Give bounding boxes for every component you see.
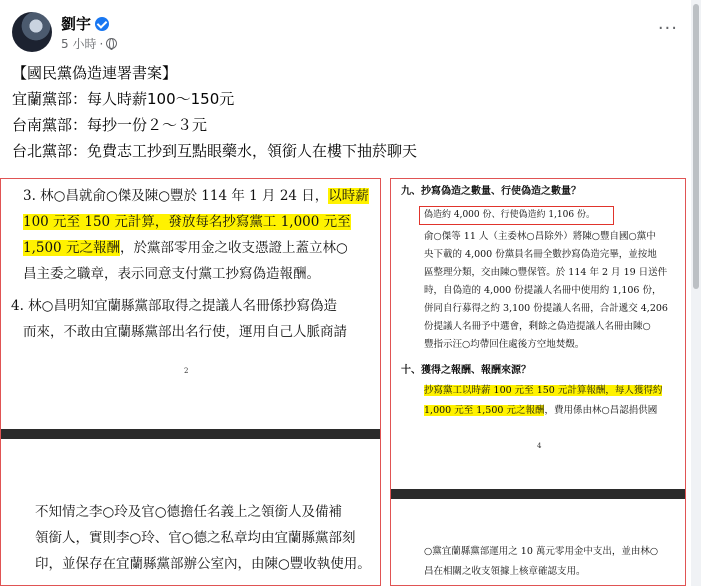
doc-right-heading-10: 十、獲得之報酬、報酬來源？	[401, 365, 531, 376]
doc-right-boxed-text: 偽造約 4,000 份、行使偽造約 1,106 份。	[424, 210, 595, 220]
doc-left-line-2	[23, 209, 351, 235]
doc-right-para-line-2: 央下載的 4,000 份黨員名冊全數抄寫偽造完畢，並按地	[424, 249, 657, 260]
doc-left-line-3-text: ，於黨部零用金之收支憑證上蓋立林○	[119, 240, 348, 256]
doc-right-heading-9: 九、抄寫偽造之數量、行使偽造之數量？	[401, 186, 581, 197]
page-divider-left	[1, 429, 380, 439]
doc-right-tail-line-1: ○黨宜蘭縣黨部運用之 10 萬元零用金中支出，並由林○	[424, 546, 659, 557]
doc-left-highlight-2: 100 元至 150 元計算，發放每名抄寫黨工 1,000 元至	[23, 214, 351, 230]
page-scrollbar[interactable]	[691, 0, 701, 586]
doc-left-line-1	[23, 183, 369, 209]
post-line-2: 宜蘭黨部：每人時薪100～150元	[12, 90, 235, 108]
globe-icon	[106, 38, 117, 49]
doc-right-highlight-1: 抄寫黨工以時薪 100 元至 150 元計算報酬，每人獲得約	[424, 385, 663, 396]
doc-right-para-line-3: 區整理分類，交由陳○豐保管。於 114 年 2 月 19 日送件	[424, 267, 668, 278]
post-line-1: 【國民黨偽造連署書案】	[12, 64, 178, 82]
post-line-4: 台北黨部：免費志工抄到互點眼藥水，領銜人在樓下抽菸聊天	[12, 142, 418, 160]
doc-right-para-line-1: 俞○傑等 11 人（主委林○昌除外）將陳○豐自國○黨中	[424, 231, 656, 242]
doc-left-highlight-1: 以時薪	[328, 188, 369, 204]
doc-right-para-line-5: 併同自行募得之約 3,100 份提議人名冊，合計遞交 4,206	[424, 303, 668, 314]
doc-left-line-1-text: 3. 林○昌就俞○傑及陳○豐於 114 年 1 月 24 日，	[23, 188, 329, 204]
doc-right-highlight-line-1	[424, 382, 662, 401]
meta-separator: ·	[99, 36, 104, 51]
doc-left-line-8: 領銜人，實則李○玲、官○德之私章均由宜蘭縣黨部刻	[35, 530, 356, 546]
doc-left-line-9: 印，並保存在宜蘭縣黨部辦公室內，由陳○豐收執使用。	[35, 556, 371, 572]
doc-left-line-3	[23, 235, 348, 261]
doc-left-line-6: 而來，不敢由宜蘭縣黨部出名行使，運用自己人脈商請	[23, 324, 347, 340]
doc-left-line-7: 不知情之李○玲及官○德擔任名義上之領銜人及備補	[35, 504, 343, 520]
post-time[interactable]: 5 小時	[61, 37, 97, 51]
post-line-3: 台南黨部：每抄一份２～３元	[12, 116, 208, 134]
doc-right-highlight-line-2	[424, 402, 657, 421]
post-header	[12, 8, 701, 52]
verified-badge-icon	[95, 17, 109, 31]
post-body	[12, 60, 417, 164]
doc-right-para-line-6: 份提議人名冊予中選會，剩餘之偽造提議人名冊由陳○	[424, 321, 651, 332]
author-name[interactable]	[61, 13, 109, 34]
doc-left-page-number: 2	[184, 367, 189, 375]
document-left	[0, 178, 381, 586]
author-name-text[interactable]: 劉宇	[61, 15, 92, 33]
doc-left-line-4: 昌主委之職章，表示同意支付黨工抄寫偽造報酬。	[23, 266, 320, 282]
doc-right-para-line-4: 時，自偽造的 4,000 份提議人名冊中使用約 1,106 份，	[424, 285, 662, 296]
more-options-icon[interactable]: ···	[657, 18, 678, 39]
doc-left-highlight-3: 1,500 元之報酬	[23, 240, 120, 256]
doc-right-tail-line-2: 昌在相關之收支領據上核章確認支用。	[424, 566, 586, 577]
post-meta	[61, 35, 117, 52]
avatar[interactable]	[12, 12, 52, 52]
page-divider-right	[391, 489, 685, 499]
doc-right-para-line-7: 豐指示汪○均帶回住處後方空地焚燬。	[424, 339, 585, 350]
post-image[interactable]	[0, 172, 690, 586]
scrollbar-thumb[interactable]	[693, 4, 699, 289]
doc-left-line-5: 4. 林○昌明知宜蘭縣黨部取得之提議人名冊係抄寫偽造	[11, 298, 337, 314]
doc-right-highlight-rest: ，費用係由林○昌認捐供國	[544, 405, 658, 416]
doc-right-page-number: 4	[537, 442, 542, 450]
document-right	[390, 178, 686, 586]
doc-right-highlight-2: 1,000 元至 1,500 元之報酬	[424, 405, 545, 416]
